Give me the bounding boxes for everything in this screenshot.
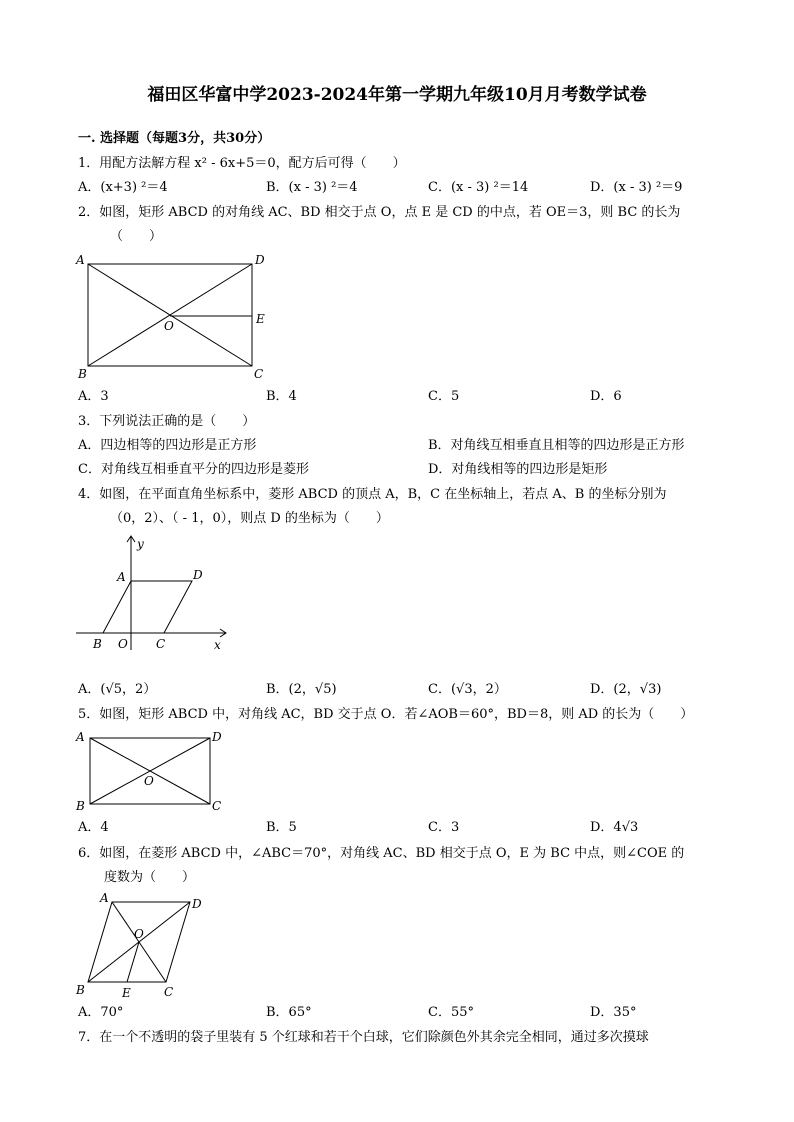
label-o: O — [134, 927, 144, 941]
q4-figure — [74, 532, 234, 654]
q4-option-d: D．(2，√3) — [590, 682, 662, 697]
q1-option-c: C．(x - 3) ²＝14 — [428, 180, 529, 195]
label-c: C — [156, 637, 166, 651]
q6-option-a: A．70° — [78, 1005, 124, 1020]
q6-option-d: D．35° — [590, 1005, 637, 1020]
q5-option-c: C．3 — [428, 820, 460, 835]
q1-option-d: D．(x - 3) ²＝9 — [590, 180, 683, 195]
label-e: E — [122, 986, 131, 1000]
exam-title: 福田区华富中学2023-2024年第一学期九年级10月月考数学试卷 — [147, 85, 647, 105]
q5-stem: 5．如图，矩形 ABCD 中，对角线 AC，BD 交于点 O．若∠AOB＝60°，BD＝8，则 AD 的长为（ ） — [78, 707, 694, 722]
label-a: A — [76, 730, 85, 744]
q3-option-c: C．对角线互相垂直平分的四边形是菱形 — [78, 462, 309, 477]
label-a: A — [76, 253, 85, 267]
q5-option-b: B．5 — [266, 820, 297, 835]
q2-stem: 2．如图，矩形 ABCD 的对角线 AC、BD 相交于点 O，点 E 是 CD 的中点，若 OE＝3，则 BC 的长为 — [78, 205, 681, 220]
label-b: B — [78, 367, 87, 381]
q6-option-c: C．55° — [428, 1005, 474, 1020]
label-b: B — [93, 637, 102, 651]
q5-figure — [72, 726, 232, 816]
q4-stem: 4．如图，在平面直角坐标系中，菱形 ABCD 的顶点 A，B，C 在坐标轴上，若点 A、B 的坐标分别为 — [78, 487, 667, 502]
label-a: A — [117, 570, 126, 584]
q6-stem-cont: 度数为（ ） — [104, 870, 196, 885]
segment-oe — [127, 942, 139, 982]
q6-option-b: B．65° — [266, 1005, 312, 1020]
q5-option-a: A．4 — [78, 820, 109, 835]
q7-stem: 7．在一个不透明的袋子里装有 5 个红球和若干个白球，它们除颜色外其余完全相同，通过多次摸球 — [78, 1030, 649, 1045]
label-e: E — [256, 312, 265, 326]
label-d: D — [192, 897, 202, 911]
q6-figure — [74, 890, 214, 1002]
q2-figure — [72, 250, 272, 382]
q2-option-b: B．4 — [266, 389, 297, 404]
q2-option-d: D．6 — [590, 389, 622, 404]
label-d: D — [212, 730, 222, 744]
q1-option-a: A．(x+3) ²＝4 — [78, 180, 168, 195]
label-b: B — [76, 799, 85, 813]
q2-option-a: A．3 — [78, 389, 109, 404]
label-o: O — [144, 774, 154, 788]
q4-option-b: B．(2，√5) — [266, 682, 337, 697]
label-b: B — [76, 983, 85, 997]
q3-option-a: A．四边相等的四边形是正方形 — [78, 438, 257, 453]
label-c: C — [164, 985, 174, 999]
section-heading: 一. 选择题（每题3分，共30分） — [78, 131, 271, 146]
label-d: D — [193, 568, 203, 582]
q3-option-d: D．对角线相等的四边形是矩形 — [428, 462, 608, 477]
label-c: C — [254, 367, 264, 381]
label-x: x — [214, 638, 221, 652]
q3-stem: 3．下列说法正确的是（ ） — [78, 414, 256, 429]
rhombus-abcd — [103, 581, 192, 633]
label-c: C — [212, 799, 222, 813]
label-a: A — [100, 891, 109, 905]
q4-option-c: C．(√3，2） — [428, 682, 507, 697]
label-d: D — [255, 253, 265, 267]
q2-stem-cont: （ ） — [110, 229, 163, 244]
label-o: O — [164, 319, 174, 333]
q1-option-b: B．(x - 3) ²＝4 — [266, 180, 358, 195]
q6-stem: 6．如图，在菱形 ABCD 中，∠ABC＝70°，对角线 AC、BD 相交于点 O，E 为 BC 中点，则∠COE 的 — [78, 846, 685, 861]
q4-option-a: A．(√5，2） — [78, 682, 157, 697]
q3-option-b: B．对角线互相垂直且相等的四边形是正方形 — [428, 438, 685, 453]
q2-option-c: C．5 — [428, 389, 460, 404]
label-y: y — [137, 537, 144, 551]
label-o: O — [118, 637, 128, 651]
q1-stem: 1．用配方法解方程 x² - 6x+5＝0，配方后可得（ ） — [78, 156, 406, 171]
q4-stem-cont: （0，2）、（ - 1，0），则点 D 的坐标为（ ） — [110, 511, 389, 526]
q5-option-d: D．4√3 — [590, 820, 639, 835]
